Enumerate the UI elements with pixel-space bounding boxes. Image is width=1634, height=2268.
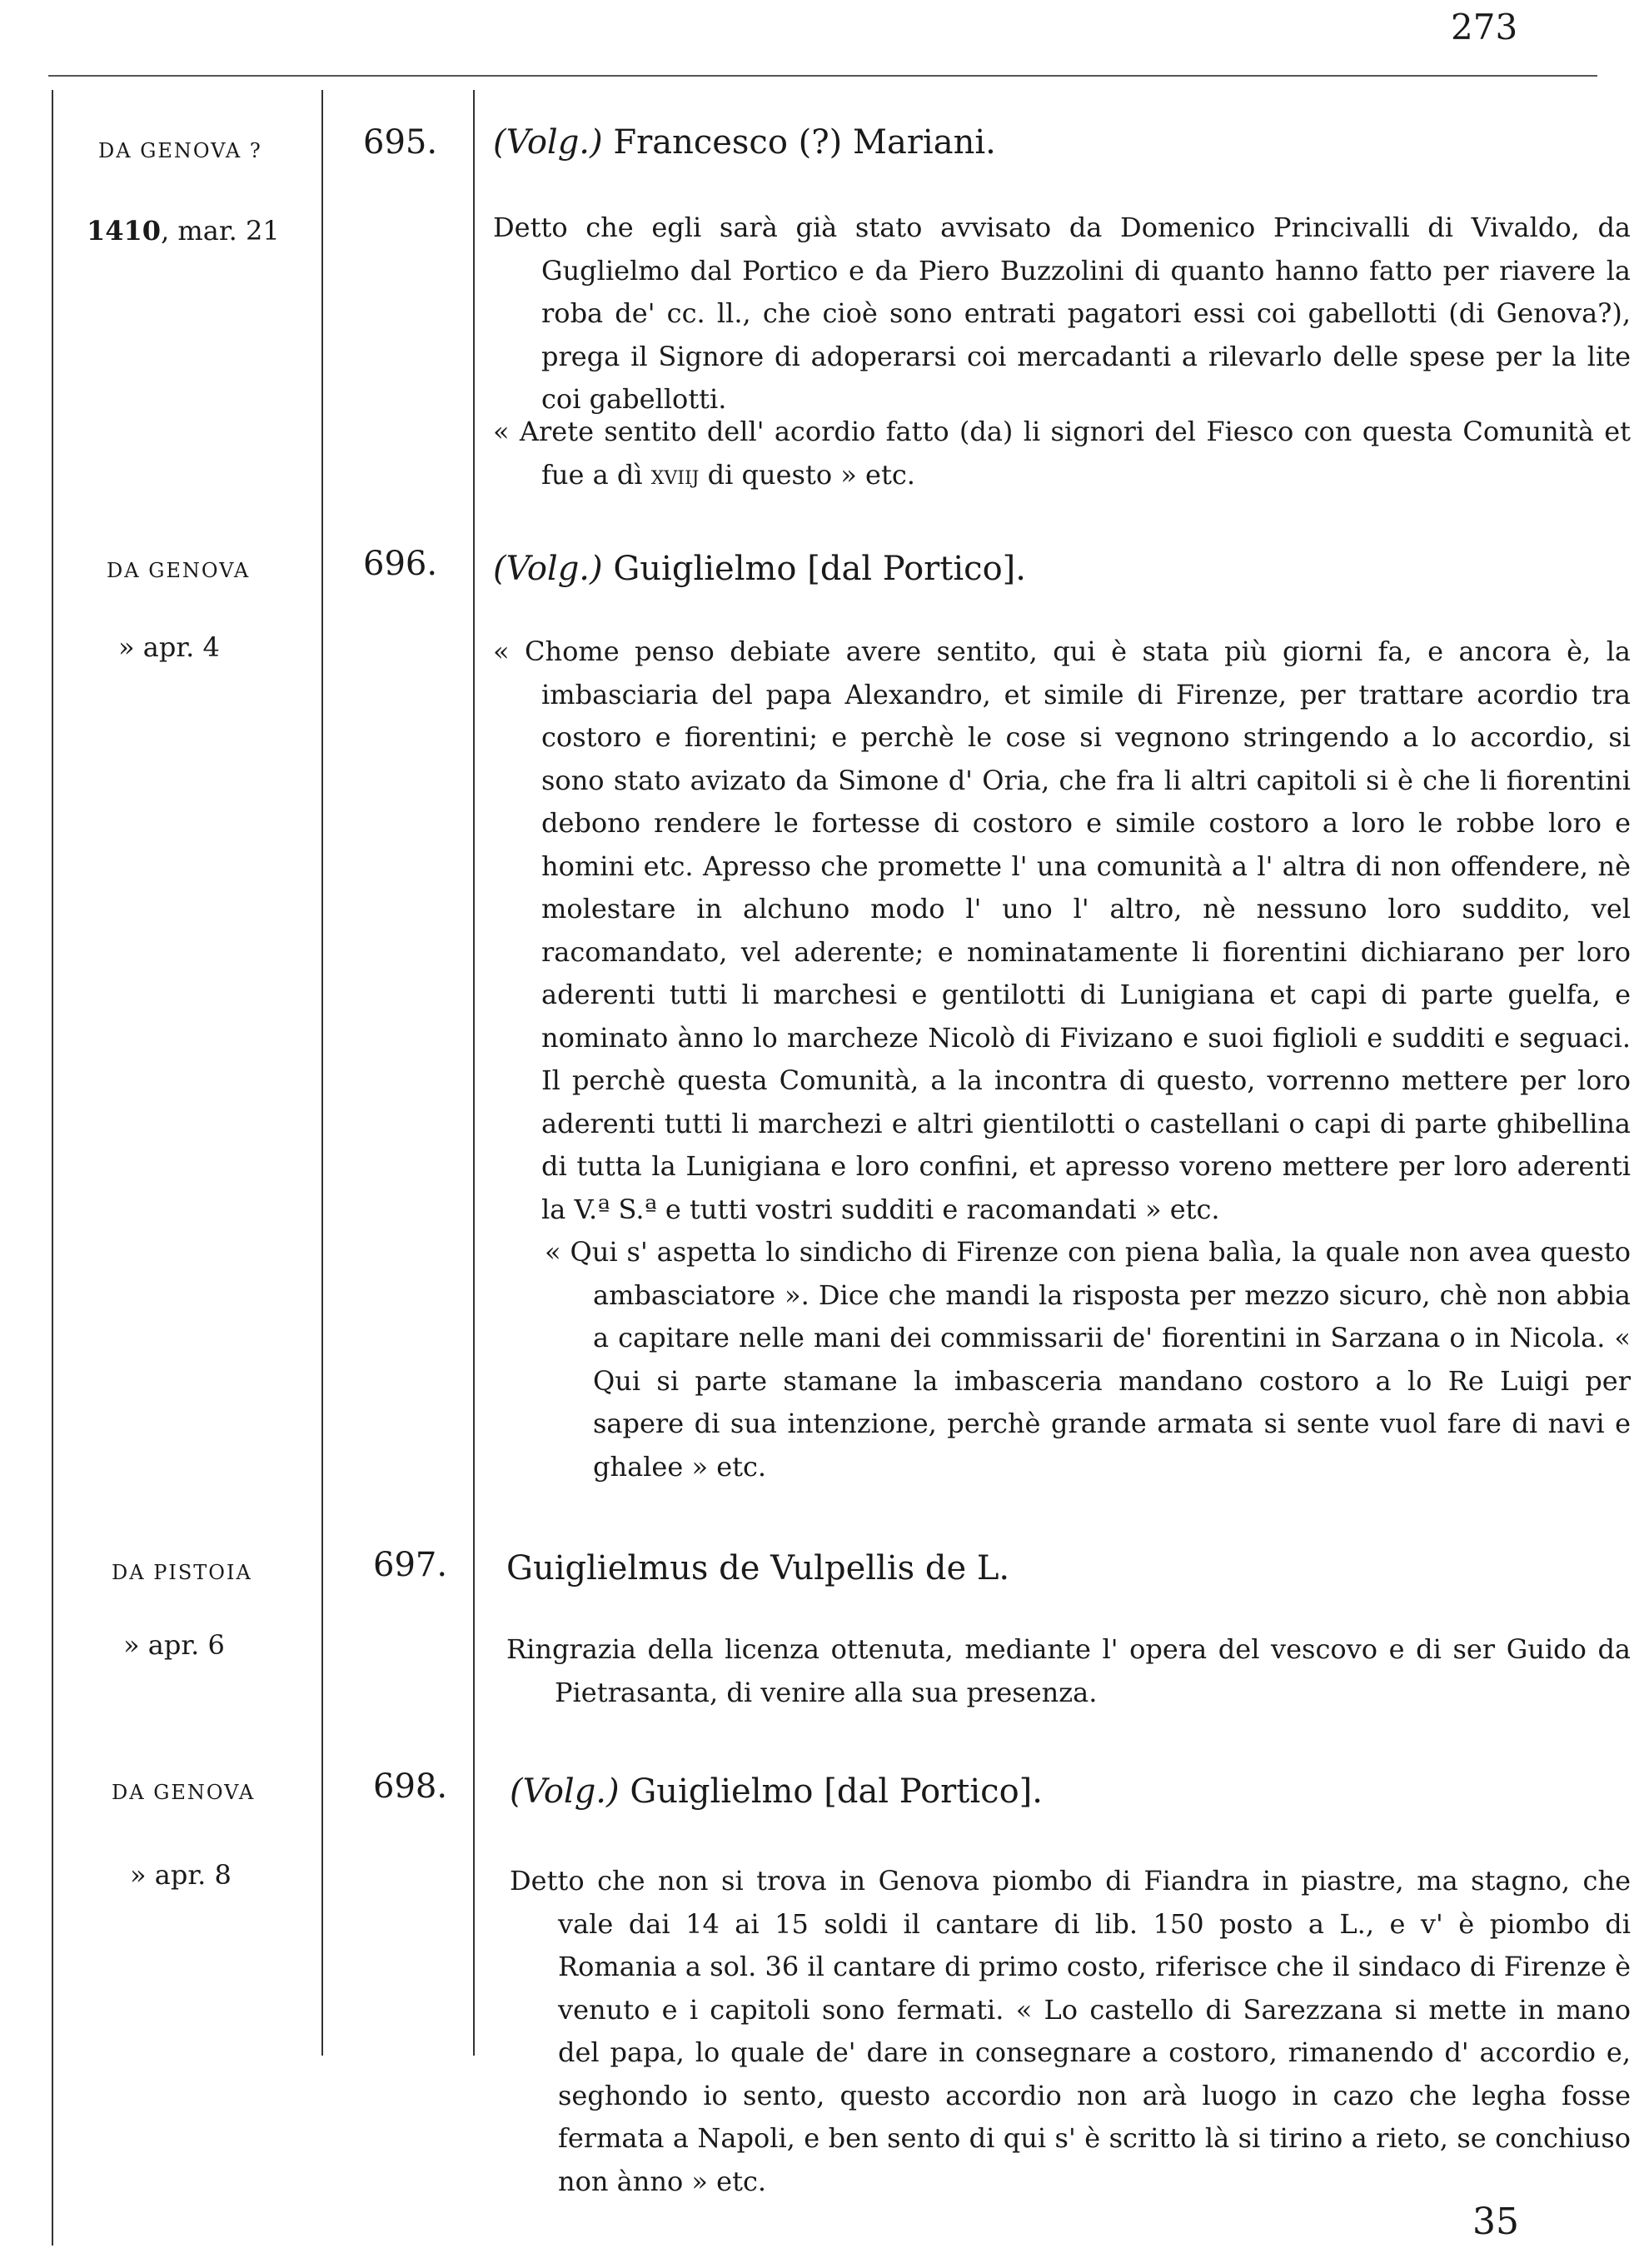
entry-698-name: Guiglielmo [dal Portico].: [619, 1772, 1043, 1811]
entry-695-volg: (Volg.): [493, 123, 603, 162]
entry-697-date: » apr. 6: [123, 1629, 225, 1661]
entry-695-place: DA GENOVA ?: [98, 139, 262, 162]
entry-695-date: [87, 215, 280, 247]
entry-696-volg: (Volg.): [493, 550, 603, 588]
entry-696-heading: [493, 550, 1026, 588]
entry-695-day: , mar. 21: [161, 215, 280, 247]
entry-696-letter: « Chome penso debiate avere sentito, qui è stata più giorni fa, e ancora è, la imbasciaria del papa Alexandro, et simile di Firenze, per trattare acordio tra costoro e fiorentini; e perchè le cose si vegnono stringendo a lo accordio, si sono stato avizato da Simone d' Oria, che fra li altri capitoli si è che li fiorentini debono rendere le fortesse di costoro e simile costoro a loro le robbe loro e homini etc. Apresso che promette l' una comunità a l' altra di non offendere, nè molestare in alchuno modo l' uno l' altro, nè nessuno loro suddito, vel racomandato, vel aderente; e nominatamente li fiorentini dichiarano per loro aderenti tutti li marchesi e gentilotti di Lunigiana et capi di parte guelfa, e nominato ànno lo marcheze Nicolò di Fivizano e suoi figlioli e sudditi e seguaci. Il perchè questa Comunità, a la incontra di questo, vorrenno mettere per loro aderenti tutti li marchezi e altri gientilotti o castellani o capi di parte ghibellina di tutta la Lunigiana e loro confini, et apresso voreno mettere per loro aderenti la V.ª S.ª e tutti vostri sudditi e racomandati » etc.: [493, 636, 1631, 1225]
entry-696-number: 696.: [363, 545, 438, 583]
entry-697-number: 697.: [373, 1546, 448, 1584]
entry-698-volg: (Volg.): [510, 1772, 620, 1811]
entry-695-name: Francesco (?) Mariani.: [602, 123, 996, 162]
entry-698-place: DA GENOVA: [112, 1781, 256, 1804]
entry-697-name: Guiglielmus de Vulpellis de L.: [506, 1549, 1010, 1588]
entry-698-number: 698.: [373, 1767, 448, 1806]
entry-695-quote-b: di questo » etc.: [699, 458, 915, 491]
entry-697-place: DA PISTOIA: [112, 1561, 252, 1584]
page-number: 273: [1451, 7, 1518, 47]
entry-697-heading: [506, 1549, 1009, 1588]
entry-698-heading: [510, 1772, 1043, 1811]
entry-696-summary: « Qui s' aspetta lo sindicho di Firenze con piena balìa, la quale non avea questo ambasciatore ». Dice che mandi la risposta per mezzo sicuro, chè non abbia a capitare nelle mani dei commissarii de' fiorentini in Sarzana o in Nicola. « Qui si parte stamane la imbasceria mandano costoro a lo Re Luigi per sapere di sua intenzione, perchè grande armata si sente vuol fare di navi e ghalee » etc.: [545, 1236, 1631, 1483]
middle-column-rule: [321, 90, 323, 2056]
entry-695-quote-a: « Arete sentito dell' acordio fatto (da) li signori del Fiesco con questa Comunità et fue a dì: [493, 416, 1631, 491]
entry-695-quote-date: xviij: [650, 458, 700, 491]
entry-696-place: DA GENOVA: [107, 559, 251, 582]
entry-695-quote: [493, 411, 1631, 496]
entry-695-summary: Detto che egli sarà già stato avvisato da Domenico Princivalli di Vivaldo, da Guglielmo dal Portico e da Piero Buzzolini di quanto hanno fatto per riavere la roba de' cc. ll., che cioè sono entrati pagatori essi coi gabellotti (di Genova?), prega il Signore di adoperarsi coi mercadanti a rilevarlo delle spese per la lite coi gabellotti.: [493, 212, 1631, 415]
entry-695-year: 1410: [87, 215, 162, 247]
entry-696-name: Guiglielmo [dal Portico].: [602, 550, 1026, 588]
entry-697-summary: Ringrazia della licenza ottenuta, mediante l' opera del vescovo e di ser Guido da Pietrasanta, di venire alla sua presenza.: [506, 1633, 1631, 1708]
entry-698-summary: Detto che non si trova in Genova piombo di Fiandra in piastre, ma stagno, che vale dai 14 ai 15 soldi il cantare di lib. 150 posto a L., e v' è piombo di Romania a sol. 36 il cantare di primo costo, riferisce che il sindaco di Firenze è venuto e i capitoli sono fermati. « Lo castello di Sarezzana si mette in mano del papa, lo quale de' dare in consegnare a costoro, rimanendo d' accordio e, seghondo io sento, questo accordio non arà luogo in cazo che legha fosse fermata a Napoli, e ben sento di qui s' è scritto là si tirino a rieto, se conchiuso non ànno » etc.: [510, 1865, 1631, 2197]
entry-695-number: 695.: [363, 123, 438, 162]
signature-mark: 35: [1472, 2201, 1519, 2243]
left-column-rule: [52, 90, 53, 2246]
entry-698-date: » apr. 8: [130, 1859, 232, 1891]
top-rule: [48, 75, 1597, 77]
entry-696-date: » apr. 4: [118, 631, 220, 663]
entry-695-heading: [493, 123, 996, 162]
text-column-rule: [473, 90, 475, 2056]
